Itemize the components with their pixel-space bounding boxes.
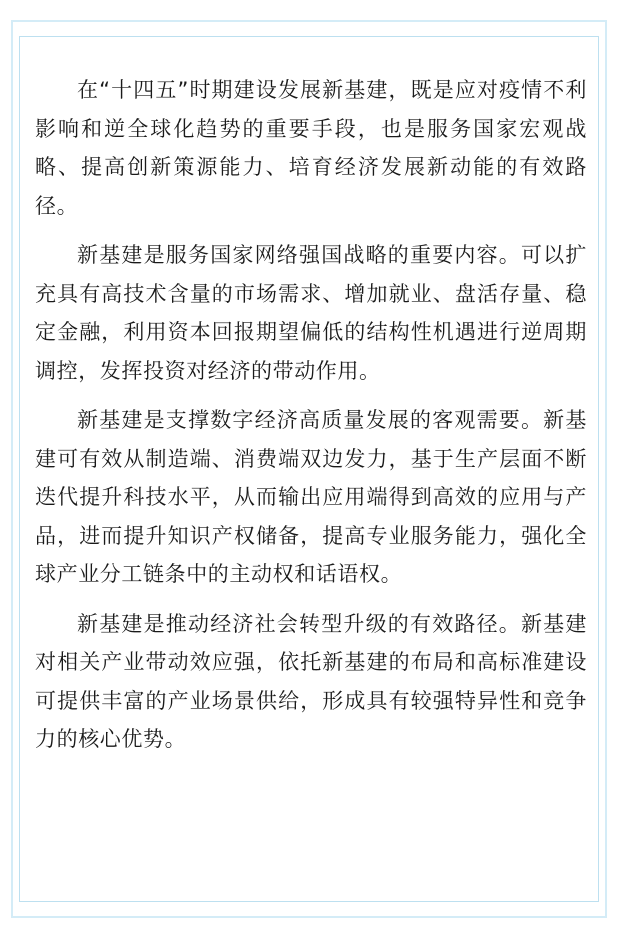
paragraph-digital-economy: 新基建是支撑数字经济高质量发展的客观需要。新基建可有效从制造端、消费端双边发力，基于生产层面不断迭代提升科技水平，从而输出应用端得到高效的应用与产品，进而提升知识产权储备，提高专业服务能力，强化全球产业分工链条中的主动权和话语权。	[35, 408, 587, 586]
article-body	[35, 71, 587, 770]
paragraph-intro: 在“十四五”时期建设发展新基建，既是应对疫情不利影响和逆全球化趋势的重要手段，也是服务国家宏观战略、提高创新策源能力、培育经济发展新动能的有效路径。	[35, 78, 587, 218]
paragraph-transformation: 新基建是推动经济社会转型升级的有效路径。新基建对相关产业带动效应强，依托新基建的布局和高标准建设可提供丰富的产业场景供给，形成具有较强特异性和竞争力的核心优势。	[35, 611, 587, 751]
paragraph-network-strategy: 新基建是服务国家网络强国战略的重要内容。可以扩充具有高技术含量的市场需求、增加就业、盘活存量、稳定金融，利用资本回报期望偏低的结构性机遇进行逆周期调控，发挥投资对经济的带动作用。	[35, 243, 587, 383]
